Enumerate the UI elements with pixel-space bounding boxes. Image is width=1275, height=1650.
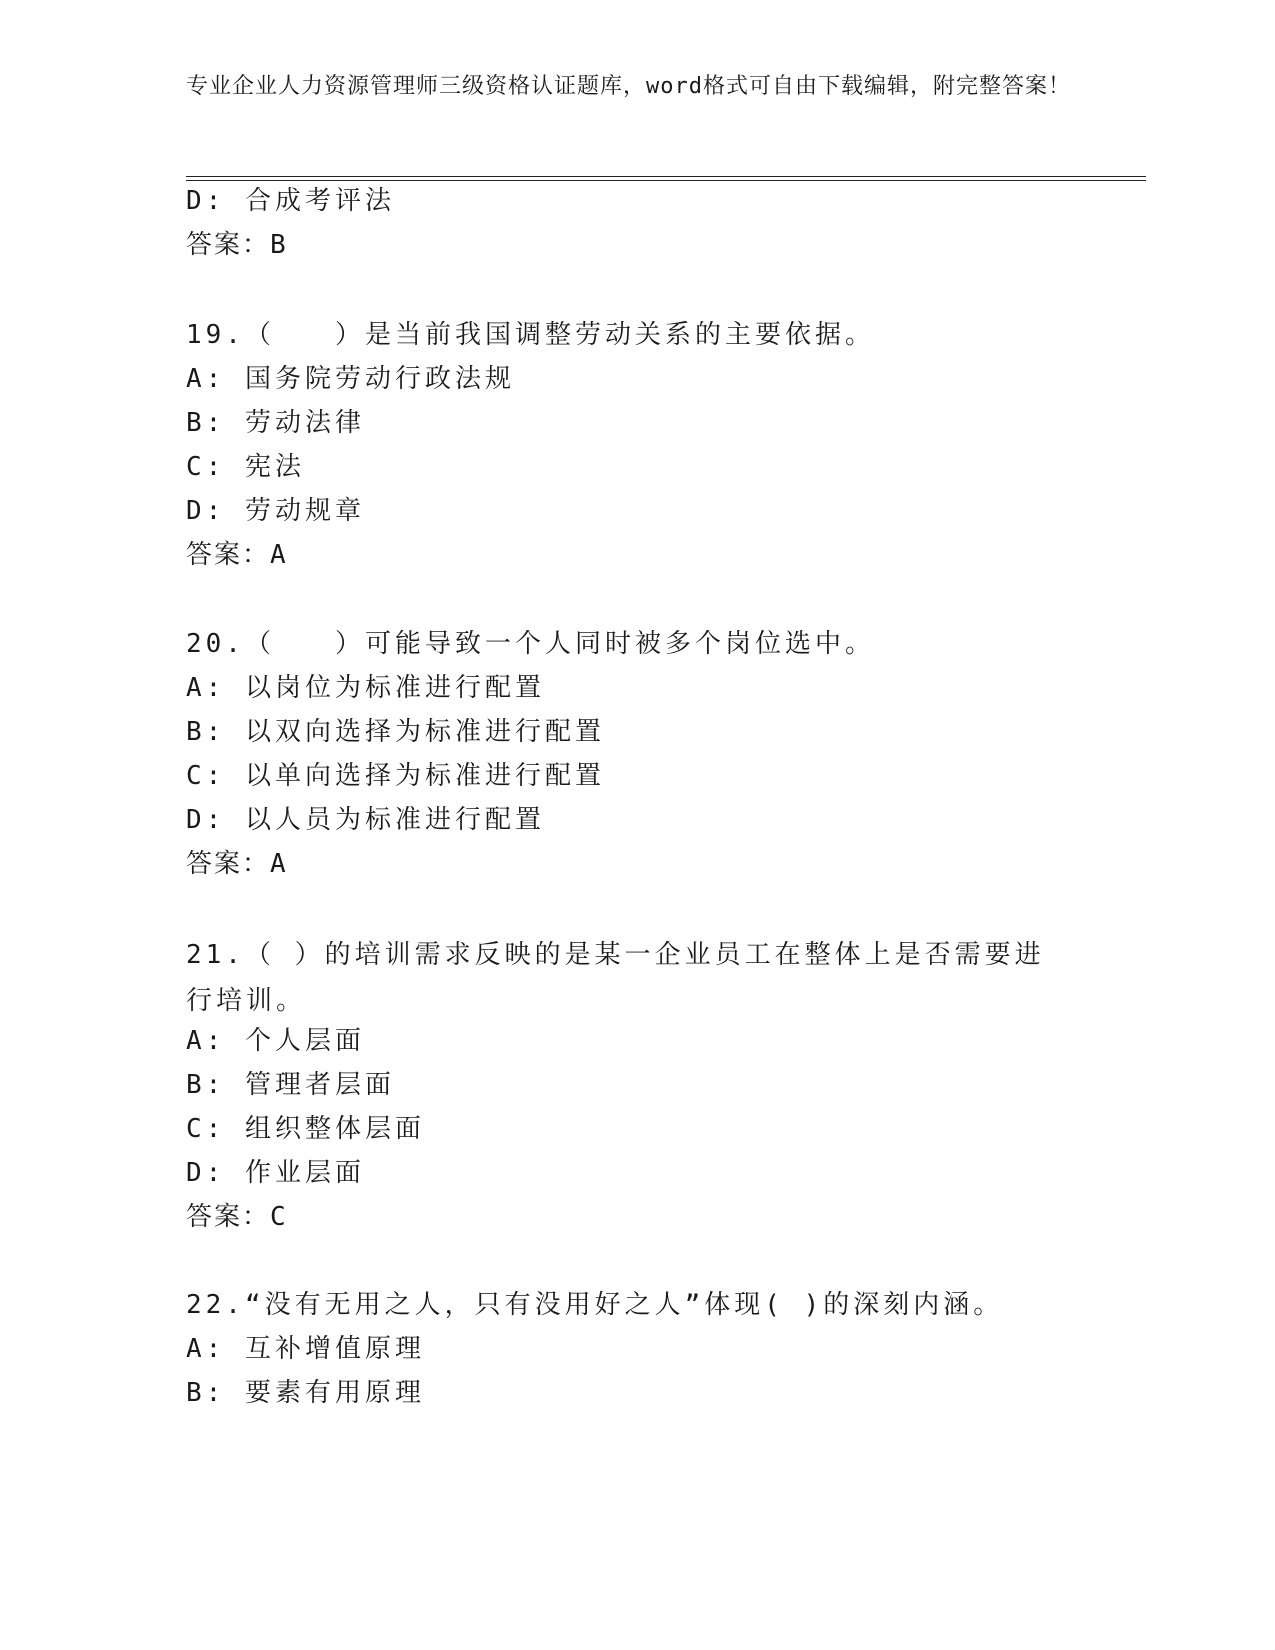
question-21-option-a: A: 个人层面	[186, 1026, 365, 1056]
question-19-option-c: C: 宪法	[186, 452, 305, 482]
question-21-option-c: C: 组织整体层面	[186, 1114, 425, 1144]
question-21-stem: 21.（ ）的培训需求反映的是某一企业员工在整体上是否需要进行培训。	[186, 940, 1045, 1016]
question-20-answer: 答案：A	[186, 849, 288, 879]
question-19-option-b: B: 劳动法律	[186, 408, 365, 438]
question-19-answer: 答案：A	[186, 540, 288, 570]
header-divider	[186, 176, 1146, 181]
prev-answer: 答案：B	[186, 230, 288, 260]
question-19-stem: 19.（ ）是当前我国调整劳动关系的主要依据。	[186, 320, 875, 350]
question-20-stem: 20.（ ）可能导致一个人同时被多个岗位选中。	[186, 629, 875, 659]
question-20-option-b: B: 以双向选择为标准进行配置	[186, 717, 605, 747]
question-20-option-a: A: 以岗位为标准进行配置	[186, 673, 545, 703]
question-21-answer: 答案：C	[186, 1202, 288, 1232]
question-22-stem: 22.“没有无用之人，只有没用好之人”体现( )的深刻内涵。	[186, 1290, 1004, 1320]
question-20-option-c: C: 以单向选择为标准进行配置	[186, 761, 605, 791]
question-22-option-b: B: 要素有用原理	[186, 1378, 425, 1408]
question-19-option-d: D: 劳动规章	[186, 496, 365, 526]
prev-option-d: D: 合成考评法	[186, 186, 395, 216]
question-22-option-a: A: 互补增值原理	[186, 1334, 425, 1364]
question-21-option-d: D: 作业层面	[186, 1158, 365, 1188]
question-19-option-a: A: 国务院劳动行政法规	[186, 364, 515, 394]
question-20-option-d: D: 以人员为标准进行配置	[186, 805, 545, 835]
page-header: 专业企业人力资源管理师三级资格认证题库，word格式可自由下载编辑，附完整答案！	[186, 74, 1071, 99]
question-21-option-b: B: 管理者层面	[186, 1070, 395, 1100]
